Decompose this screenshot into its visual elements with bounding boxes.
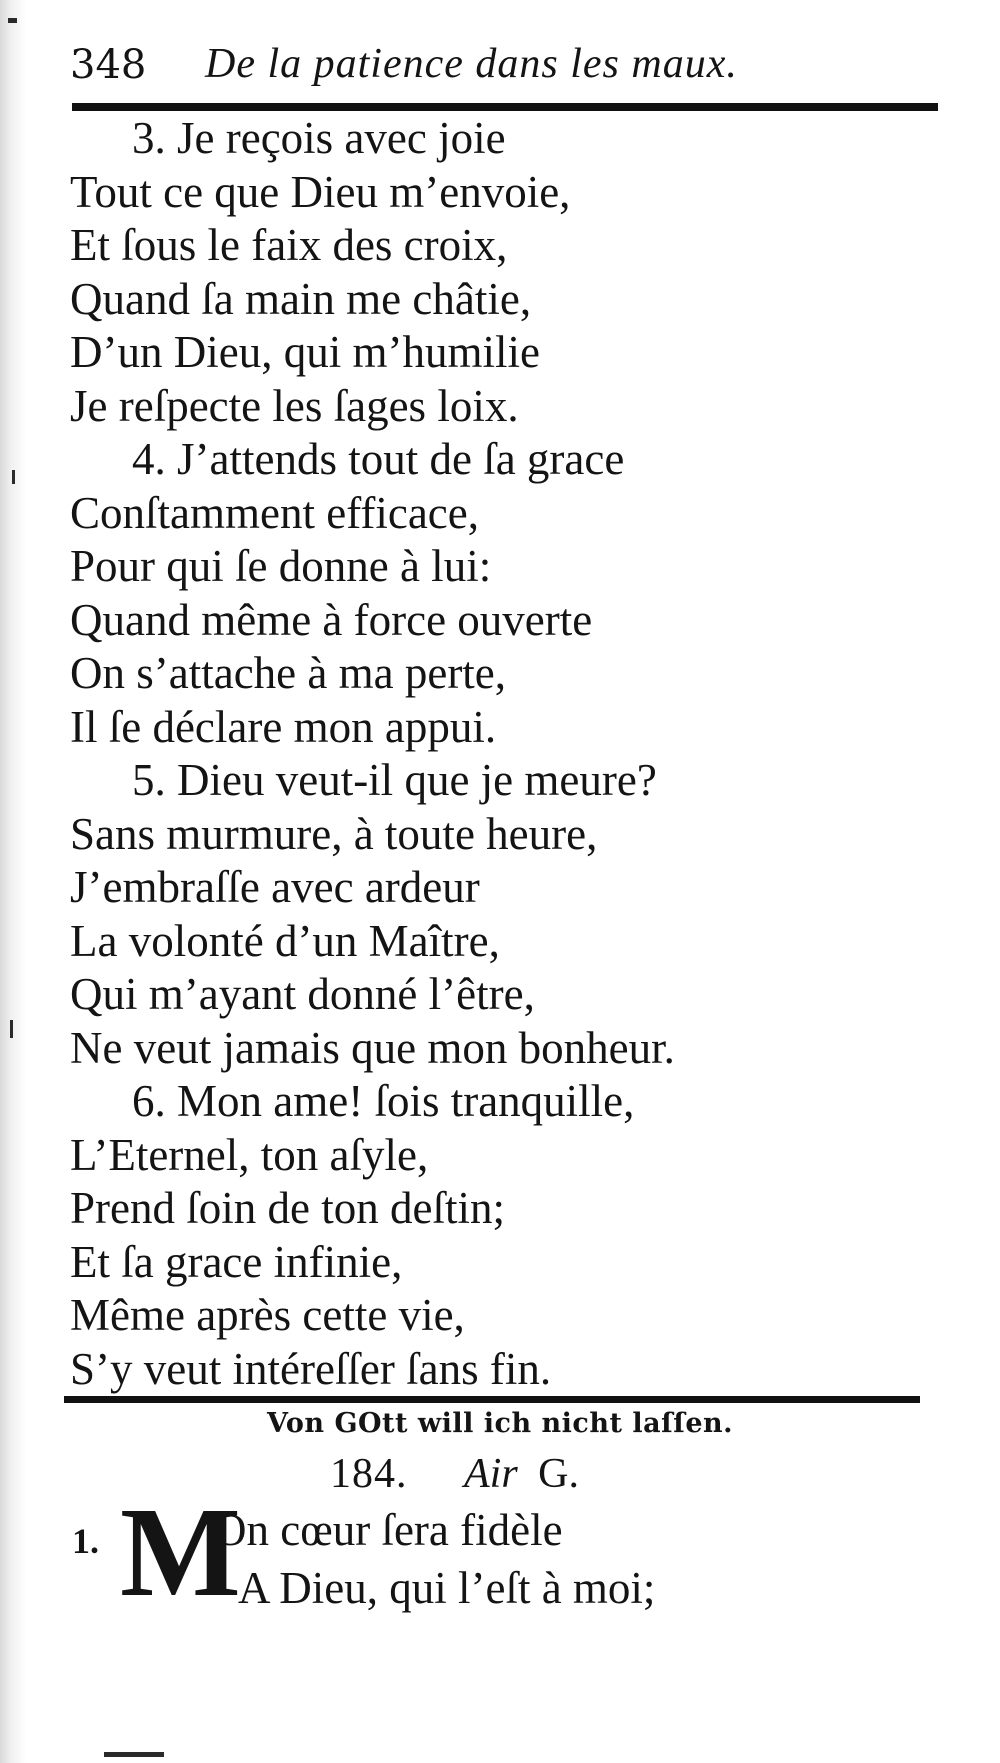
hymn-line: On cœur ſera fidèle [214,1505,563,1555]
verse-line: On s’attache à ma perte, [70,648,507,698]
verse-line: Prend ſoin de ton deſtin; [70,1183,505,1233]
verse-line: La volonté d’un Maître, [70,915,500,966]
page-header [70,36,940,96]
air-key: G. [538,1451,580,1497]
header-rule [72,103,938,111]
drop-cap: M [120,1481,241,1623]
air-label: Air [464,1451,518,1497]
verse-line: 5. Dieu veut-il que je meure? [132,755,657,805]
verse-line: Ne veut jamais que mon bonheur. [70,1022,675,1073]
verse-line: Pour qui ſe donne à lui: [70,541,492,591]
stanza-number: 1. [72,1521,99,1561]
tune-reference: Von GOtt will ich nicht laſſen. [266,1408,734,1439]
hymn-verses [70,112,930,1396]
ink-speck [12,470,15,484]
section-rule [64,1396,920,1403]
verse-line: S’y veut intéreſſer ſans fin. [70,1343,552,1394]
ink-speck [10,1020,13,1038]
hymn-heading [330,1450,730,1498]
hymn-line: A Dieu, qui l’eſt à moi; [238,1563,656,1613]
verse-line: Quand même à force ouverte [70,594,593,645]
verse-line: 6. Mon ame! ſois tranquille, [132,1076,635,1126]
verse-line: Conſtamment efficace, [70,487,479,538]
verse-line: Quand ſa main me châtie, [70,273,532,324]
verse-line: Je reſpecte les ſages loix. [70,380,519,431]
page-number: 348 [70,42,147,88]
verse-line: 4. J’attends tout de ſa grace [132,434,625,484]
verse-line: J’embraſſe avec ardeur [70,862,480,912]
footer-mark [104,1752,164,1757]
verse-line: Tout ce que Dieu m’envoie, [70,166,571,217]
verse-line: 3. Je reçois avec joie [132,113,506,163]
verse-line: Qui m’ayant donné l’être, [70,969,535,1019]
page-edge-shadow [0,0,26,1763]
verse-line: Sans murmure, à toute heure, [70,808,598,859]
running-title: De la patience dans les maux. [205,41,738,87]
verse-line: Même après cette vie, [70,1290,465,1340]
verse-line: Et ſa grace infinie, [70,1236,403,1287]
hymn-number: 184. [330,1451,408,1497]
verse-line: L’Eternel, ton aſyle, [70,1129,429,1180]
verse-line: Il ſe déclare mon appui. [70,701,497,752]
ink-speck [8,18,17,23]
verse-line: Et ſous le faix des croix, [70,220,508,270]
verse-line: D’un Dieu, qui m’humilie [70,327,540,377]
